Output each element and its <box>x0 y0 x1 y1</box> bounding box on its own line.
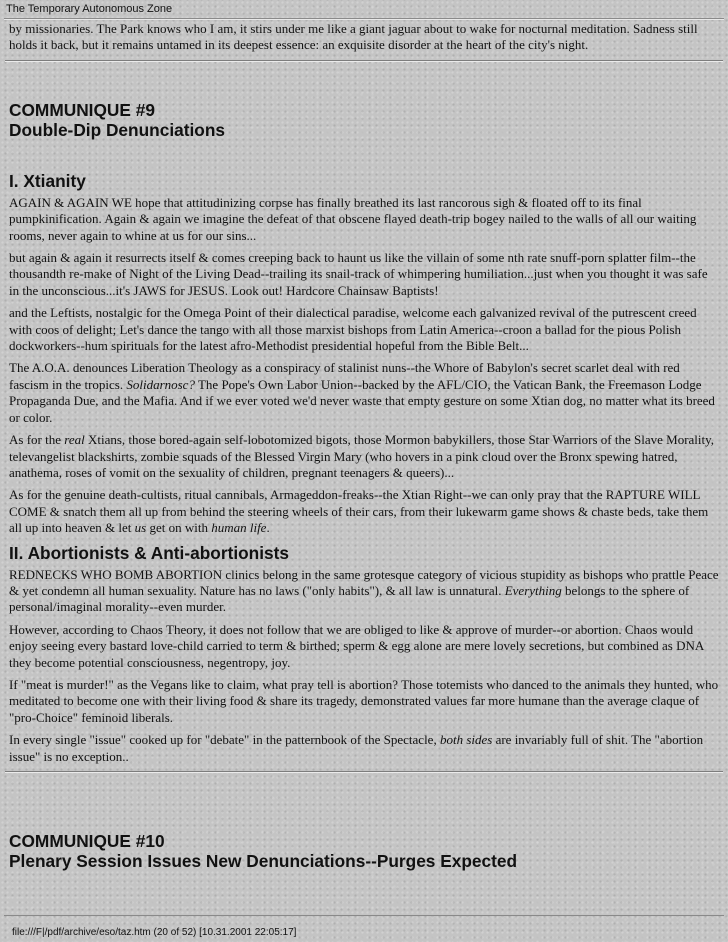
section-1-paragraph-1: AGAIN & AGAIN WE hope that attitudinizing corpse has finally breathed its last rancorous sigh & floated off to its final pumpkinification. Again & again we imagine the defeat of that obscene flayed death-trip bogey nailed to the walls of all our waiting rooms, never again to whine at us for our sins... <box>9 194 697 243</box>
page-header-title: The Temporary Autonomous Zone <box>6 3 173 15</box>
emphasis-text: Everything <box>504 582 562 598</box>
footer-divider <box>4 915 724 916</box>
header-divider <box>4 18 724 20</box>
communique-9-title: Double-Dip Denunciations <box>9 119 226 140</box>
section-1-paragraph-4: The A.O.A. denounces Liberation Theology as a conspiracy of stalinist nuns--the Whore of Babylon's secret scarlet deal with red fascism in the tropics. Solidarnosc? The Pope's Own Labor Union--backed by the AFL/CIO, the Vatican Bank, the Freemason Lodge Propaganda Due, and the Mafia. And if we ever voted we'd never waste that empty gesture on some Xtian dog, no matter what its breed or color. <box>9 360 715 425</box>
section-1-paragraph-3: and the Leftists, nostalgic for the Omega Point of their dialectical paradise, welcome each galvanized revival of the putrescent creed with coos of delight; Let's dance the tango with all those marxist bishops from Latin America--croon a ballad for the pious Polish dockworkers--hum spirituals for the latest afro-Methodist presidential hopeful from the Bible Belt... <box>9 305 697 354</box>
section-1-paragraph-5: As for the real Xtians, those bored-again self-lobotomized bigots, those Mormon babykillers, those Star Warriors of the Slave Morality, televangelist blackshirts, zombie squads of the Blessed Virgin Mary (who hovers in a pink cloud over the Bronx spewing hatred, anathema, roses of vomit on the sexuality of children, pregnant teenagers & queers)... <box>9 432 715 480</box>
document-body <box>9 21 719 871</box>
section-2-paragraph-4: In every single "issue" cooked up for "debate" in the patternbook of the Spectacle, both sides are invariably full of shit. The "abortion issue" is no exception.. <box>9 732 704 764</box>
section-2-paragraph-3: If "meat is murder!" as the Vegans like to claim, what pray tell is abortion? Those totemists who danced to the animals they hunted, who meditated to become one with their living food & share its tragedy, demonstrated values far more humane than the average claque of "pro-Choice" feminoid liberals. <box>9 676 719 725</box>
section-divider <box>5 771 723 773</box>
intro-paragraph: by missionaries. The Park knows who I am, it stirs under me like a giant jaguar about to wake for nocturnal meditation. Sadness still holds it back, but it remains untamed in its deepest essence: an exquisite disorder at the heart of the city's night. <box>9 21 698 53</box>
section-1-paragraph-6: As for the genuine death-cultists, ritual cannibals, Armageddon-freaks--the Xtian Right--we can only pray that the RAPTURE WILL COME & snatch them all up from behind the steering wheels of their cars, from their lukewarm game shows & chaste beds, take them all up into heaven & let us get on with human life. <box>9 487 709 536</box>
communique-10-number: COMMUNIQUE #10 <box>9 831 165 851</box>
emphasis-text: real <box>64 432 85 448</box>
section-1-paragraph-2: but again & again it resurrects itself & comes creeping back to haunt us like the villain of some nth rate snuff-porn splatter film--the thousandth re-make of Night of the Living Dead--trailing its snail-track of whimpering humiliation...just when you thought it was safe in the unconscious...it's JAWS for JESUS. Look out! Hardcore Chainsaw Baptists! <box>9 250 708 298</box>
emphasis-text: Solidarnosc? <box>126 376 195 392</box>
communique-10-heading <box>9 831 719 871</box>
section-divider <box>5 60 723 62</box>
section-1-heading: I. Xtianity <box>9 170 86 191</box>
communique-9-heading <box>9 100 719 140</box>
section-2-paragraph-2: However, according to Chaos Theory, it does not follow that we are obliged to like & approve of murder--or abortion. Chaos would enjoy seeing every bastard love-child carried to term & birthed; sperm & egg alone are mere lovely secretions, but combined as DNA they become potential consciousness, negentropy, joy. <box>9 621 704 670</box>
communique-9-number: COMMUNIQUE #9 <box>9 99 155 120</box>
emphasis-text: us <box>134 520 147 536</box>
section-2-heading: II. Abortionists & Anti-abortionists <box>9 542 290 563</box>
emphasis-text: both sides <box>439 732 493 748</box>
communique-10-title: Plenary Session Issues New Denunciations--Purges Expected <box>9 851 518 871</box>
page-footer-path: file:///F|/pdf/archive/eso/taz.htm (20 of 52) [10.31.2001 22:05:17] <box>12 927 297 938</box>
emphasis-text: human life <box>211 520 267 536</box>
section-2-paragraph-1: REDNECKS WHO BOMB ABORTION clinics belong in the same grotesque category of vicious stupidity as bishops who prattle Peace & yet condemn all human sexuality. Nature has no laws ("only habits"), & all law is unnatural. Everything belongs to the sphere of personal/imaginal morality--even murder. <box>9 566 719 615</box>
